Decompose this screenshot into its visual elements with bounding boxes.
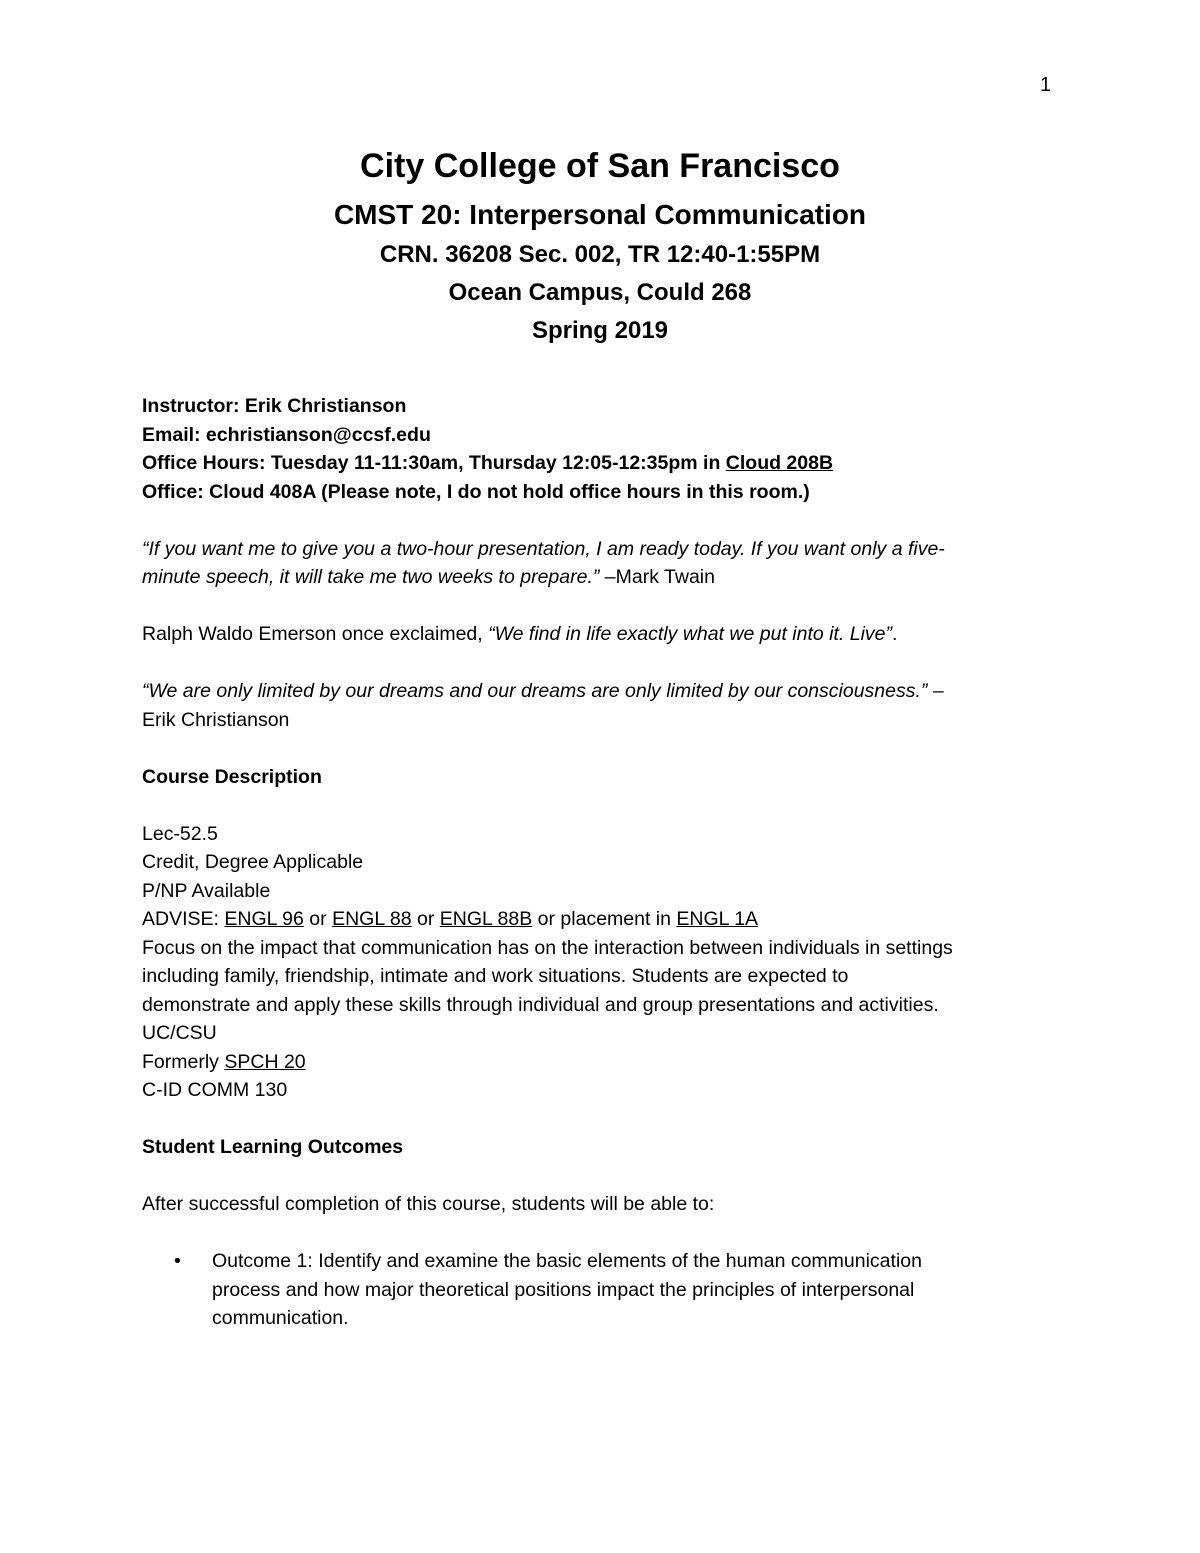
spacer — [142, 649, 1062, 678]
syllabus-body — [142, 392, 1062, 1333]
spacer — [142, 506, 1062, 535]
erik-quote-line: “We are only limited by our dreams and our dreams are only limited by our consciousness.” – — [142, 680, 944, 702]
spacer — [142, 791, 1062, 820]
instructor-line: Instructor: Erik Christianson — [142, 395, 407, 417]
description-line2: including family, friendship, intimate and work situations. Students are expected to — [142, 965, 849, 987]
advise-prefix: ADVISE: — [142, 908, 225, 930]
crn-line: CRN. 36208 Sec. 002, TR 12:40-1:55PM — [379, 241, 821, 268]
location-line: Ocean Campus, Could 268 — [448, 279, 752, 306]
engl-96-link[interactable]: ENGL 96 — [224, 908, 304, 930]
advise-placement: or placement in — [532, 908, 677, 930]
office-hours-text: Office Hours: Tuesday 11-11:30am, Thursday 12:05-12:35pm in — [142, 452, 726, 474]
pnp-line: P/NP Available — [142, 879, 271, 902]
advise-or: or — [303, 908, 333, 930]
learning-outcomes-heading: Student Learning Outcomes — [142, 1136, 404, 1158]
outcomes-list — [142, 1247, 1062, 1333]
twain-quote-line2 — [142, 563, 1062, 592]
erik-attribution: Erik Christianson — [142, 708, 290, 731]
twain-attribution: –Mark Twain — [599, 566, 715, 588]
course-title: CMST 20: Interpersonal Communication — [333, 199, 867, 230]
outcome1-line2: process and how major theoretical positions impact the principles of interpersonal — [212, 1278, 915, 1301]
engl-88b-link[interactable]: ENGL 88B — [439, 908, 533, 930]
outcomes-intro: After successful completion of this course, students will be able to: — [142, 1193, 715, 1215]
page-number: 1 — [1040, 74, 1052, 96]
description-line3: demonstrate and apply these skills through individual and group presentations and activities. — [142, 993, 939, 1016]
twain-quote-text: minute speech, it will take me two weeks to prepare.” — [142, 566, 600, 588]
credit-line: Credit, Degree Applicable — [142, 851, 364, 873]
office-hours-line — [142, 449, 1062, 478]
email-line: Email: echristianson@ccsf.edu — [142, 423, 431, 446]
office-hours-room-link[interactable]: Cloud 208B — [725, 452, 834, 474]
twain-quote-line1: “If you want me to give you a two-hour presentation, I am ready today. If you want only a five- — [142, 537, 945, 560]
outcome1-line3: communication. — [212, 1307, 349, 1329]
list-item — [142, 1247, 1062, 1333]
bullet-icon: • — [174, 1250, 181, 1272]
college-title: City College of San Francisco — [360, 147, 840, 185]
spacer — [142, 1219, 1062, 1248]
advise-line — [142, 905, 1062, 934]
emerson-quote: “We find in life exactly what we put into it. Live” — [488, 623, 893, 645]
course-description-heading: Course Description — [142, 765, 322, 788]
office-line: Office: Cloud 408A (Please note, I do not hold office hours in this room.) — [142, 480, 810, 503]
description-line1: Focus on the impact that communication has on the interaction between individuals in settings — [142, 936, 953, 959]
engl-1a-link[interactable]: ENGL 1A — [676, 908, 759, 930]
engl-88-link[interactable]: ENGL 88 — [332, 908, 412, 930]
cid-line: C-ID COMM 130 — [142, 1079, 288, 1101]
emerson-suffix: . — [892, 623, 898, 645]
spacer — [142, 592, 1062, 621]
spch-20-link[interactable]: SPCH 20 — [224, 1050, 306, 1073]
emerson-prefix: Ralph Waldo Emerson once exclaimed, — [142, 623, 489, 645]
advise-or: or — [411, 908, 440, 930]
spacer — [142, 1162, 1062, 1191]
formerly-prefix: Formerly — [142, 1050, 225, 1073]
syllabus-header — [0, 142, 1200, 350]
spacer — [142, 1105, 1062, 1134]
lec-line: Lec-52.5 — [142, 822, 218, 845]
outcome1-line1: Outcome 1: Identify and examine the basic elements of the human communication — [212, 1250, 922, 1272]
emerson-quote-line — [142, 620, 1062, 649]
uccsu-line: UC/CSU — [142, 1022, 217, 1044]
spacer — [142, 734, 1062, 763]
term-line: Spring 2019 — [531, 317, 669, 344]
formerly-line — [142, 1048, 1062, 1077]
